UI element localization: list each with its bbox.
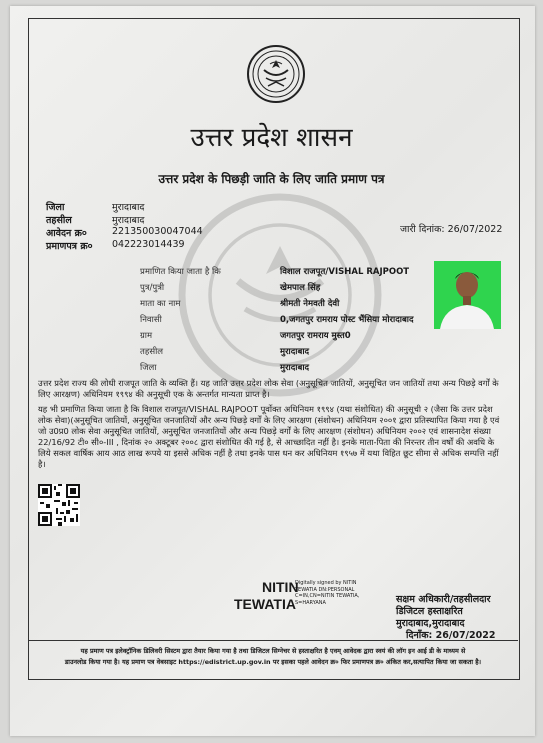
government-title: उत्तर प्रदेश शासन bbox=[190, 123, 353, 153]
field-value: 0,जगतपुर रामराय पोस्ट भैंसिया मोरादाबाद bbox=[280, 315, 414, 325]
non-creamy-layer-statement: यह भी प्रमाणित किया जाता है कि विशाल राजपूत/VISHAL RAJPOOT पूर्वोक्त अधिनियम १९९४ (यथा संशोधित) की अनुसूची २ (जैसा कि उत्तर प्रदेश लोक सेवा)(अनुसूचित जातियों, अनुसूचित जनजातियों और अन्य पिछड़े वर्गों के लिए आरक्षण (संशोधन) अधिनियम २००१ द्वारा प्रतिस्थापित किया गया है एवं जो उ0प्र0 लोक सेवा अनुसूचित जातियों, अनुसूचित जनजातियों और अन्य पिछड़े वर्गों के लिए आरक्षण (संशोधन) अधिनियम २००२ एवं शासनादेश संख्या 22/16/92 टी० सी०-III , दिनांक २० अक्टूबर २००८ द्वारा संशोधित की गई है, से आच्छादित नहीं है। इनके माता-पिता की निरन्तर तीन वर्षों की अवधि के लिये सकल वार्षिक आय आठ लाख रूपये या इससे अधिक नहीं है तथा इनके पास धन कर अधिनियम १९५७ में यथा विहित छूट सीमा से अधिक सम्पत्ति नहीं है। bbox=[38, 404, 500, 469]
issue-date: जारी दिनांक: 26/07/2022 bbox=[400, 224, 503, 235]
up-government-emblem bbox=[246, 44, 306, 104]
field-label: ग्राम bbox=[140, 331, 153, 341]
certificate-subtitle: उत्तर प्रदेश के पिछड़ी जाति के लिए जाति प्रमाण पत्र bbox=[158, 172, 385, 186]
field-label: पुत्र/पुत्री bbox=[140, 283, 165, 293]
field-value: श्रीमती नेमवती देवी bbox=[280, 299, 340, 309]
caste-statement: उत्तर प्रदेश राज्य की लोधी राजपूत जाति के व्यक्ति हैं। यह जाति उत्तर प्रदेश लोक सेवा (अनुसूचित जातियों, अनुसूचित जन जातियों तथा अन्य पिछड़े वर्गों के लिए आरक्षण) अधिनियम १९९४ की अनुसूची एक के अन्तर्गत मान्यता प्राप्त है। bbox=[38, 378, 499, 399]
application-number-label: आवेदन क्र० bbox=[46, 228, 87, 239]
officer-place: मुरादाबाद,मुरादाबाद bbox=[396, 618, 465, 629]
field-value: जगतपुर रामराय मुस्त0 bbox=[280, 331, 351, 341]
certificate-number-value: 042223014439 bbox=[112, 239, 185, 250]
verification-qr-code[interactable] bbox=[38, 484, 80, 526]
officer-title: सक्षम अधिकारी/तहसीलदार bbox=[396, 594, 491, 605]
field-label: माता का नाम bbox=[140, 299, 181, 309]
application-number-value: 221350030047044 bbox=[112, 226, 203, 237]
district-value: मुरादाबाद bbox=[112, 202, 145, 213]
footer-divider bbox=[28, 640, 518, 641]
digital-signature-note: Digitally signed by NITIN TEWATIA DN:PERSONAL C=IN,CN=NITIN TEWATIA, S=HARYANA bbox=[295, 580, 360, 606]
footer-note-line1: यह प्रमाण पत्र इलेक्ट्रॉनिक डिलिवरी सिस्टम द्वारा तैयार किया गया है तथा डिजिटल सिग्नेचर से हस्ताक्षरित है एवम् आवेदक द्वारा स्वयं की लॉग इन आई डी के माध्यम से bbox=[80, 647, 466, 655]
signer-name-line1: NITIN bbox=[262, 579, 299, 595]
field-value: खेमपाल सिंह bbox=[280, 283, 321, 293]
certificate-number-label: प्रमाणपत्र क्र० bbox=[46, 241, 93, 252]
field-label: तहसील bbox=[140, 347, 164, 357]
footer-note-line2: डाउनलोड किया गया है। यह प्रमाण पत्र वेबसाइट https://edistrict.up.gov.in पर इसका पहले आवेदन क्र० फिर प्रमाणपत्र क्र० अंकित कर,सत्यापित किया जा सकता है। bbox=[64, 658, 482, 666]
field-label: जिला bbox=[140, 363, 157, 373]
district-label: जिला bbox=[46, 202, 65, 213]
digital-sign-label: डिजिटल हस्ताक्षरित bbox=[396, 606, 463, 617]
applicant-photo bbox=[434, 261, 501, 329]
field-label: प्रमाणित किया जाता है कि bbox=[140, 267, 221, 277]
signer-name-line2: TEWATIA bbox=[234, 596, 296, 612]
field-label: निवासी bbox=[140, 315, 162, 325]
tehsil-value: मुरादाबाद bbox=[112, 215, 145, 226]
tehsil-label: तहसील bbox=[46, 215, 72, 226]
field-value: मुरादाबाद bbox=[280, 363, 310, 373]
officer-date: दिनाँक: 26/07/2022 bbox=[406, 630, 496, 641]
field-value: विशाल राजपूत/VISHAL RAJPOOT bbox=[280, 267, 410, 277]
field-value: मुरादाबाद bbox=[280, 347, 310, 357]
